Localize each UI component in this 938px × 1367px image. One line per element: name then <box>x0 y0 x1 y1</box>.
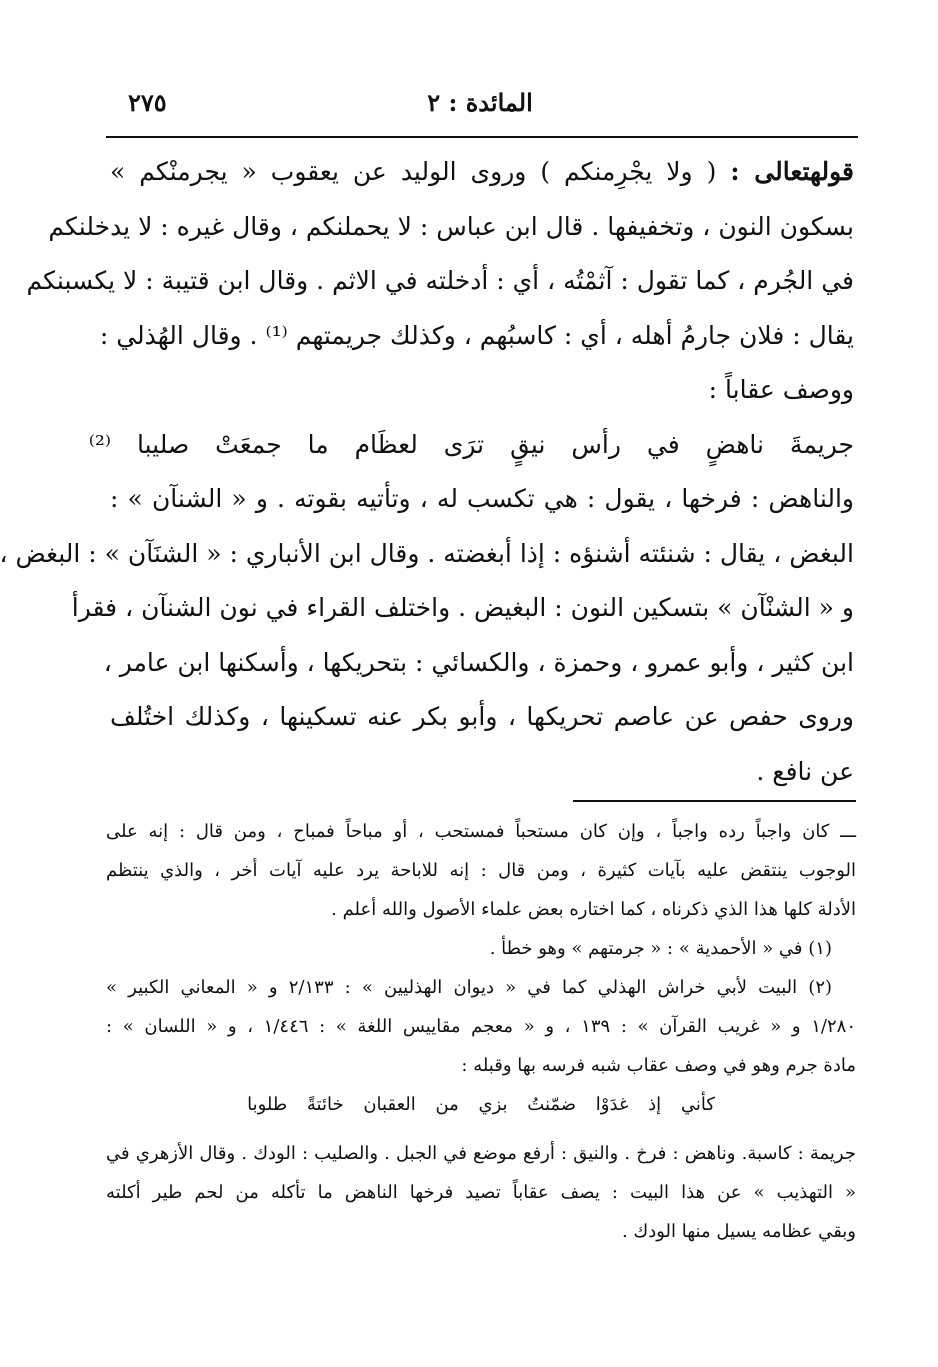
header-rule <box>106 136 858 138</box>
main-text <box>0 145 854 799</box>
page-number: ٢٧٥ <box>128 88 167 117</box>
line-text: ( ولا يجْرِمنكم ) وروى الوليد عن يعقوب « يجرمنْكم » <box>110 157 717 186</box>
poetry-verse: جريمةَ ناهضٍ في رأس نيقٍ ترَى لعظَام ما جمعَتْ صليبا ⁽²⁾ <box>88 429 854 459</box>
footnote-gap <box>106 1124 856 1134</box>
page-header <box>110 88 850 128</box>
footnote-line: جريمة : كاسبة. وناهض : فرخ . والنيق : أرفع موضع في الجبل . والصليب : الودك . وقال الأزهري في <box>106 1143 856 1164</box>
footnotes <box>106 812 856 1251</box>
text-line: في الجُرم ، كما تقول : آثمْتُه ، أي : أدخلته في الاثم . وقال ابن قتيبة : لا يكسبنكم <box>26 266 854 295</box>
footnote-line: ـــ كان واجباً رده واجباً ، وإن كان مستحباً فمستحب ، أو مباحاً فمباح ، ومن قال : إنه على <box>106 821 856 842</box>
text-line: ابن كثير ، وأبو عمرو ، وحمزة ، والكسائي : بتحريكها ، وأسكنها ابن عامر ، <box>103 647 854 677</box>
footnote-verse: كأني إذ غدَوْا ضمّنتُ بزي من العقبان خائتةً طلوبا <box>247 1094 715 1115</box>
text-line: وروى حفص عن عاصم تحريكها ، وأبو بكر عنه تسكينها ، وكذلك اختُلف <box>110 702 854 731</box>
text-line: والناهض : فرخها ، يقول : هي تكسب له ، وتأتيه بقوته . و « الشنآن » : <box>110 484 854 513</box>
footnote-line: « التهذيب » عن هذا البيت : يصف عقاباً تصيد فرخها الناهض ما تأكله من لحم طير أكلته <box>106 1182 856 1203</box>
footnote-line: وبقي عظامه يسيل منها الودك . <box>621 1221 856 1242</box>
text-line: يقال : فلان جارمُ أهله ، أي : كاسبُهم ، وكذلك جريمتهم ⁽¹⁾ . وقال الهُذلي : <box>99 320 854 350</box>
text-line <box>110 145 854 200</box>
footnote-separator <box>573 800 856 802</box>
text-line: بسكون النون ، وتخفيفها . قال ابن عباس : لا يحملنكم ، وقال غيره : لا يدخلنكم <box>48 211 854 241</box>
text-line: ووصف عقاباً : <box>708 375 854 404</box>
footnote-2: (٢) البيت لأبي خراش الهذلي كما في « ديوان الهذليين » : ٢/١٣٣ و « المعاني الكبير » <box>106 977 833 998</box>
footnote-line: مادة جرم وهو في وصف عقاب شبه فرسه بها وقبله : <box>461 1055 856 1076</box>
text-line: البغض ، يقال : شنئته أشنؤه : إذا أبغضته . وقال ابن الأنباري : « الشنَآن » : البغض ، <box>0 538 854 568</box>
text-line: و « الشنْآن » بتسكين النون : البغيض . واختلف القراء في نون الشنآن ، فقرأ <box>71 593 854 622</box>
footnote-1: (١) في « الأحمدية » : « جرمتهم » وهو خطأ . <box>489 938 832 959</box>
footnote-line: الوجوب ينتقض عليه بآيات كثيرة ، ومن قال : إنه للاباحة يرد عليه آيات أخر ، والذي ينتظم <box>106 860 856 881</box>
lead-phrase: قولهتعالى : <box>730 157 854 186</box>
text-line: عن نافع . <box>756 756 854 786</box>
running-head: المائدة : ٢ <box>427 88 533 117</box>
footnote-line: ١/٢٨٠ و « غريب القرآن » : ١٣٩ ، و « معجم مقاييس اللغة » : ١/٤٤٦ ، و « اللسان » : <box>106 1016 856 1037</box>
footnote-line: الأدلة كلها هذا الذي ذكرناه ، كما اختاره بعض علماء الأصول والله أعلم . <box>331 899 856 920</box>
